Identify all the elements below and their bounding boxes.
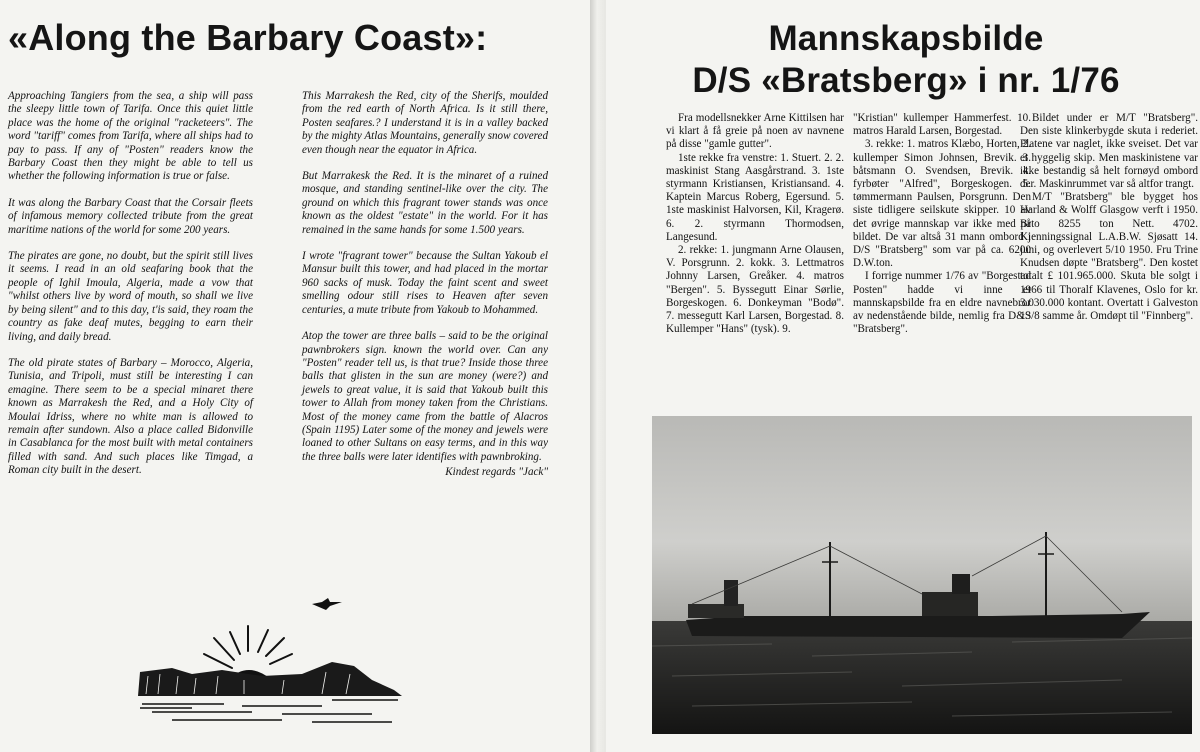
paragraph: Approaching Tangiers from the sea, a ship will pass the sleepy little town of Tarifa. Once this quiet little place was the home of the original "racketeers". The word "tariff" comes from Tarifa, where all ships had to pay to pass. If any of "Posten" readers know the Barbary Coast then they might be able to tell us whether the following information is true or false. [8, 90, 253, 183]
barbary-column-1 [8, 90, 253, 491]
bratsberg-column-2 [853, 112, 1031, 336]
title-line-1: Mannskapsbilde [768, 19, 1044, 58]
paragraph: Fra modellsnekker Arne Kittilsen har vi klart å få greie på noen av navnene på disse "gamle gutter". [666, 112, 844, 151]
paragraph: I forrige nummer 1/76 av "Borgestad Posten" hadde vi inne et mannskapsbilde fra en eldre navnebror av nedenstående bilde, nemlig fra D&S "Bratsberg". [853, 270, 1031, 336]
page-gutter [590, 0, 606, 752]
bratsberg-column-3 [1020, 112, 1198, 323]
paragraph: M/T "Bratsberg" ble bygget hos Harland & Wolff Glasgow verft i 1950. Brto 8255 ton Nett. 4702. Kjenningssignal L.A.B.W. Sjøsatt 14. juni, og overlevert 5/10 1950. Fru Trine Knudsen døpte "Bratsberg". Den kostet totalt £ 101.965.000. Skuta ble solgt i 1966 til Thoralf Klavenes, Oslo for kr. 3.030.000 kontant. Overtatt i Galveston 13/8 samme år. Omdøpt til "Finnberg". [1020, 191, 1198, 323]
paragraph: The pirates are gone, no doubt, but the spirit still lives it seems. I read in an old seafaring book that the people of Ighil Imoula, Algeria, made a vow that "whilst others live by word of mouth, so shall we live by being silent" and to this day, t'is said, they roam the country as fake deaf mutes, begging to earn their living, and daily bread. [8, 250, 253, 343]
paragraph: 3. rekke: 1. matros Klæbo, Horten, 2. kullemper Simon Johnsen, Brevik. 3. båtsmann O. Svendsen, Brevik. 4. fyrbøter "Alfred", Borgeskogen. 5. tømmermann Paulsen, Porsgrunn. Den siste tidligere seilskute skipper. 10 av det øvrige mannskap var ikke med på bildet. De var altså 31 mann ombord i D/S "Bratsberg" som var på ca. 6200 D.W.ton. [853, 138, 1031, 270]
barbary-column-2 [302, 90, 548, 493]
bratsberg-column-1 [666, 112, 844, 336]
paragraph: The old pirate states of Barbary – Morocco, Algeria, Tunisia, and Tripoli, must still be interesting I can emagine. There seem to be a special minaret there known as Marrakesh the Red, and a Holy City of Moulai Idriss, where no white man is allowed to remain after sundown. Also a place called Bidonville in Casablanca for the most built with metal containers filled with sand. And such places like Timgad, a Roman city built in the desert. [8, 356, 253, 477]
title-line-2: D/S «Bratsberg» i nr. 1/76 [692, 61, 1120, 100]
paragraph: 2. rekke: 1. jungmann Arne Olausen, V. Porsgrunn. 2. kokk. 3. Lettmatros Johnny Larsen, Greåker. 4. matros "Bergen". 5. Byssegutt Einar Sørlie, Borgeskogen. 6. Donkeyman "Bodø". 7. messegutt Karl Larsen, Borgestad. 8. Kullemper "Hans" (tysk). 9. [666, 244, 844, 336]
paragraph: But Marrakesk the Red. It is the minaret of a ruined mosque, and standing sentinel-like over the city. The ground on which this fragrant tower stands was once known as the oldest "estate" in the world. For it has remained in the same hands for some 1.500 years. [302, 170, 548, 236]
paragraph: I wrote "fragrant tower" because the Sultan Yakoub el Mansur built this tower, and had placed in the mortar 960 sacks of musk. Today the faint scent and sweet smelling odour still rises to Heaven after seven centuries, a mute tribute from Yakoub to Mohammed. [302, 250, 548, 316]
island-sun-sketch [132, 596, 408, 730]
left-page [0, 0, 590, 752]
paragraph: "Kristian" kullemper Hammerfest. 10. matros Harald Larsen, Borgestad. [853, 112, 1031, 138]
paragraph: This Marrakesh the Red, city of the Sherifs, moulded from the red earth of North Africa. Is it still there, Posten seafares.? I understand it is in a valley backed by the mighty Atlas Mountains, generally snow covered even though near the equator in Africa. [302, 90, 548, 156]
article-title-mannskapsbilde [656, 18, 1156, 102]
article-title-barbary: «Along the Barbary Coast»: [8, 17, 488, 58]
signoff: Kindest regards "Jack" [445, 466, 548, 479]
right-page [606, 0, 1200, 752]
paragraph: Atop the tower are three balls – said to be the original pawnbrokers sign. known the world over. Can any "Posten" reader tell us, is that true? Inside those three balls that glisten in the sun are money (were?) and jewels to great value, it is said that Yakoub built this tower to Allah from money taken from the Christians. Most of the money came from the battle of Alacros (Spain 1195) Later some of the money and jewels were loaned to other Sultans on easy terms, and in this way the three balls were later identifies with pawnbroking. [302, 330, 548, 463]
ship-photo-bratsberg [652, 416, 1192, 734]
paragraph: 1ste rekke fra venstre: 1. Stuert. 2. 2. maskinist Stang Aasgårstrand. 3. 1ste styrmann Kristiansen, Kristiansand. 4. Kaptein Marcus Roberg, Egersund. 5. 1ste maskinist Halvorsen, Kil, Kragerø. 6. 2. styrmann Thormodsen, Langesund. [666, 151, 844, 243]
paragraph: Bildet under er M/T "Bratsberg". Den siste klinkerbygde skuta i rederiet. Platene var naglet, ikke sveiset. Det var et hyggelig skip. Men maskinistene var ikke bestandig så helt fornøyd ombord der. Maskinrummet var så altfor trangt. [1020, 112, 1198, 191]
paragraph: It was along the Barbary Coast that the Corsair fleets of infamous memory collected tribute from the great maritime nations of the world for some 200 years. [8, 196, 253, 236]
